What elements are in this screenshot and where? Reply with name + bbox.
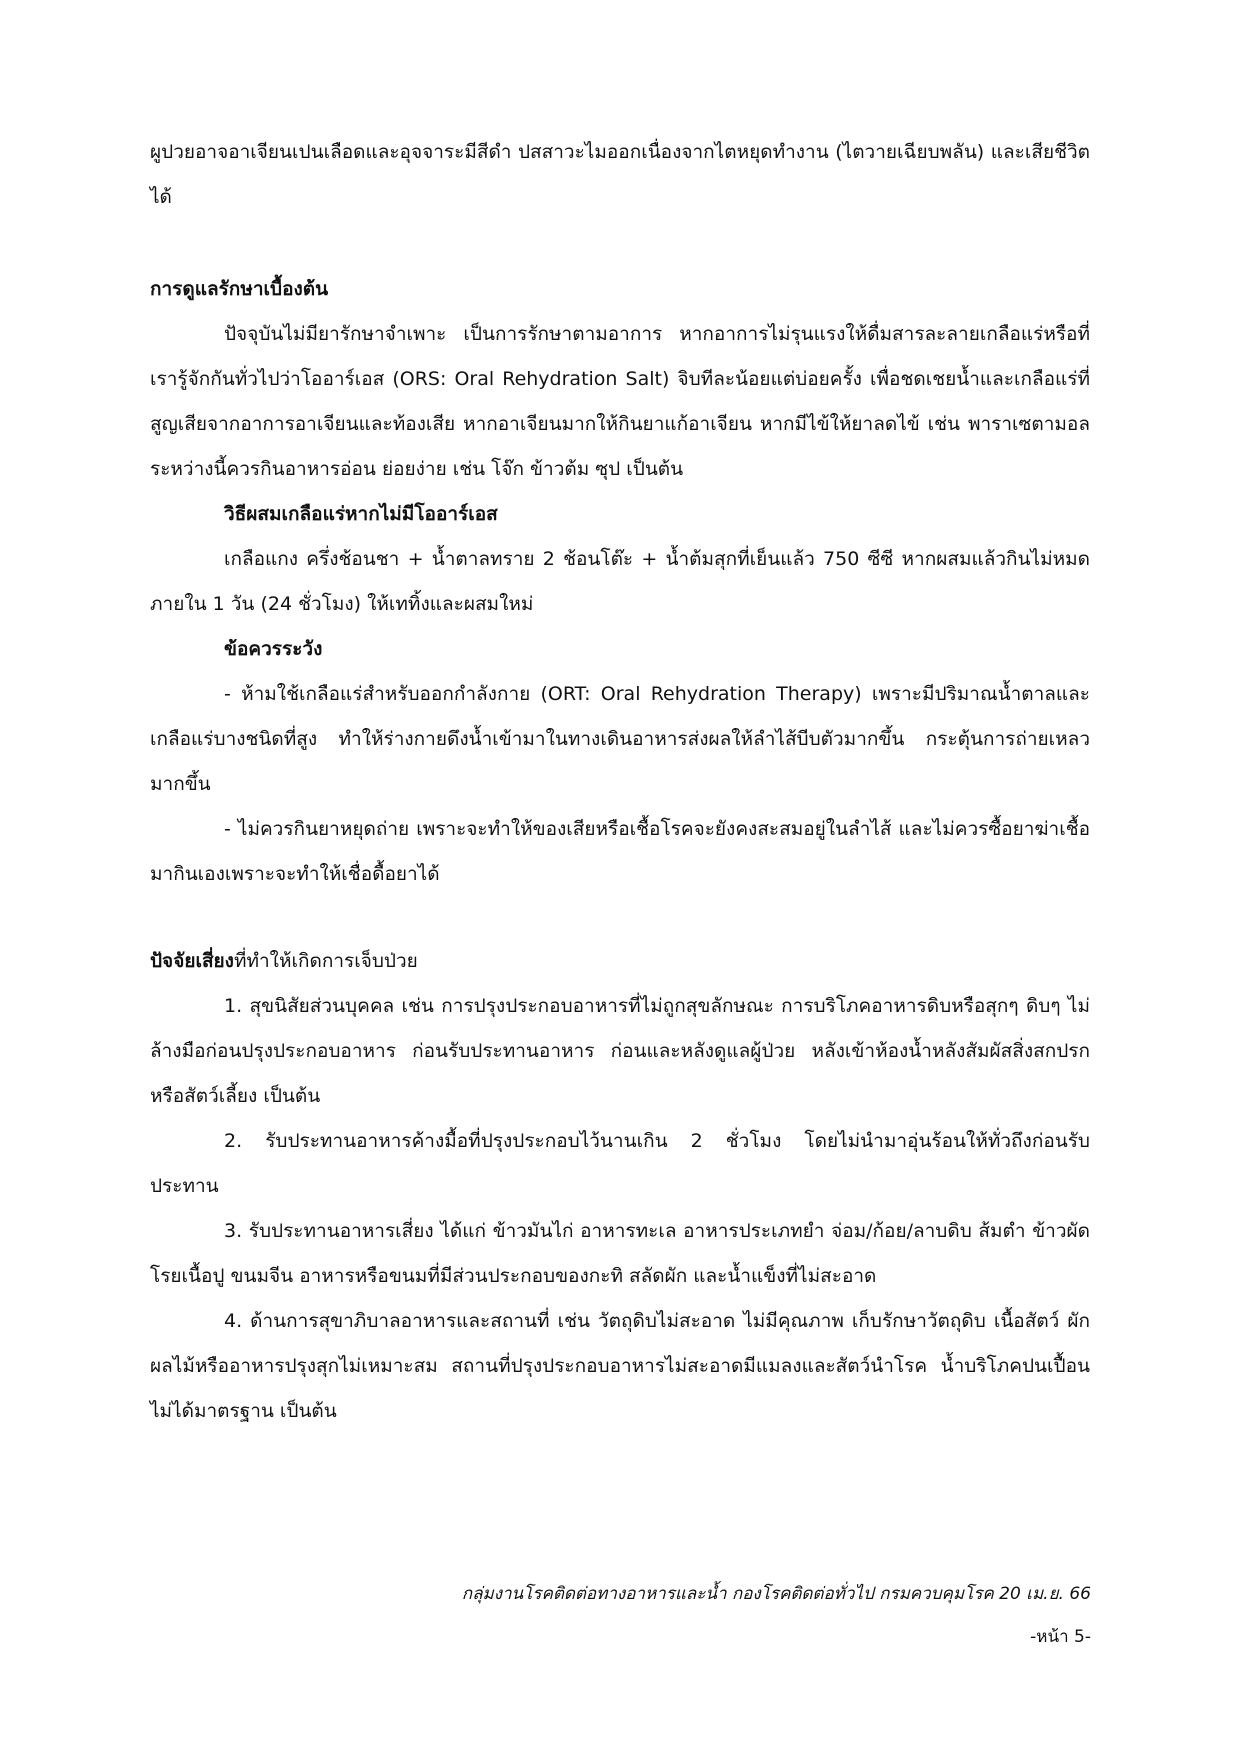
risk-heading [150, 939, 1090, 984]
treatment-paragraph: ปัจจุบันไม่มียารักษาจำเพาะ เป็นการรักษาตามอาการ หากอาการไม่รุนแรงให้ดื่มสารละลายเกลือแร่หรือที่เรารู้จักกันทั่วไปว่าโออาร์เอส (ORS: Oral Rehydration Salt) จิบทีละน้อยแต่บ่อยครั้ง เพื่อชดเชยน้ำและเกลือแร่ที่สูญเสียจากอาการอาเจียนและท้องเสีย หากอาเจียนมากให้กินยาแก้อาเจียน หากมีไข้ให้ยาลดไข้ เช่น พาราเซตามอล ระหว่างนี้ควรกินอาหารอ่อน ย่อยง่าย เช่น โจ๊ก ข้าวต้ม ซุป เป็นต้น [150, 323, 1090, 480]
caution-heading: ข้อควรระวัง [224, 638, 323, 660]
document-page [150, 0, 1090, 1434]
risk-item-1: 1. สุขนิสัยส่วนบุคคล เช่น การปรุงประกอบอาหารที่ไม่ถูกสุขลักษณะ การบริโภคอาหารดิบหรือสุกๆ ดิบๆ ไม่ล้างมือก่อนปรุงประกอบอาหาร ก่อนรับประทานอาหาร ก่อนและหลังดูแลผู้ป่วย หลังเข้าห้องน้ำหลังสัมผัสสิ่งสกปรกหรือสัตว์เลี้ยง เป็นต้น [150, 995, 1090, 1107]
treatment-heading: การดูแลรักษาเบื้องต้น [150, 278, 329, 300]
caution-item-2: - ไม่ควรกินยาหยุดถ่าย เพราะจะทำให้ของเสียหรือเชื้อโรคจะยังคงสะสมอยู่ในลำไส้ และไม่ควรซื้อยาฆ่าเชื้อมากินเองเพราะจะทำให้เชื่อดื้อยาได้ [150, 818, 1090, 885]
risk-item-2: 2. รับประทานอาหารค้างมื้อที่ปรุงประกอบไว้นานเกิน 2 ชั่วโมง โดยไม่นำมาอุ่นร้อนให้ทั่วถึงก่อนรับประทาน [150, 1130, 1090, 1197]
caution-item-1: - ห้ามใช้เกลือแร่สำหรับออกกำลังกาย (ORT: Oral Rehydration Therapy) เพราะมีปริมาณน้ำตาลและเกลือแร่บางชนิดที่สูง ทำให้ร่างกายดึงน้ำเข้ามาในทางเดินอาหารส่งผลให้ลำไส้บีบตัวมากขึ้น กระตุ้นการถ่ายเหลวมากขึ้น [150, 683, 1090, 795]
risk-heading-bold: ปัจจัยเสี่ยง [150, 950, 234, 972]
risk-item-3: 3. รับประทานอาหารเสี่ยง ได้แก่ ข้าวมันไก่ อาหารทะเล อาหารประเภทยำ จ่อม/ก้อย/ลาบดิบ ส้มตำ ข้าวผัดโรยเนื้อปู ขนมจีน อาหารหรือขนมที่มีส่วนประกอบของกะทิ สลัดผัก และน้ำแข็งที่ไม่สะอาด [150, 1220, 1090, 1287]
page-footer: กลุ่มงานโรคติดต่อทางอาหารและน้ำ กองโรคติดต่อทั่วไป กรมควบคุมโรค 20 เม.ย. 66 [461, 1584, 1091, 1604]
page-number: -หน้า 5- [1030, 1627, 1091, 1647]
risk-heading-rest: ที่ทำให้เกิดการเจ็บป่วย [233, 950, 418, 972]
mix-paragraph: เกลือแกง ครึ่งช้อนชา + น้ำตาลทราย 2 ช้อนโต๊ะ + น้ำต้มสุกที่เย็นแล้ว 750 ซีซี หากผสมแล้วกินไม่หมดภายใน 1 วัน (24 ชั่วโมง) ให้เททิ้งและผสมใหม่ [150, 548, 1090, 615]
mix-heading: วิธีผสมเกลือแร่หากไม่มีโออาร์เอส [224, 503, 498, 525]
risk-item-4: 4. ด้านการสุขาภิบาลอาหารและสถานที่ เช่น วัตถุดิบไม่สะอาด ไม่มีคุณภาพ เก็บรักษาวัตถุดิบ เนื้อสัตว์ ผัก ผลไม้หรืออาหารปรุงสุกไม่เหมาะสม สถานที่ปรุงประกอบอาหารไม่สะอาดมีแมลงและสัตว์นำโรค น้ำบริโภคปนเปื้อน ไม่ได้มาตรฐาน เป็นต้น [150, 1310, 1090, 1422]
intro-paragraph: ผูปวยอาจอาเจียนเปนเลือดและอุจจาระมีสีดำ ปสสาวะไมออกเนื่องจากไตหยุดทำงาน (ไตวายเฉียบพลัน) และเสียชีวิตได้ [150, 141, 1090, 208]
